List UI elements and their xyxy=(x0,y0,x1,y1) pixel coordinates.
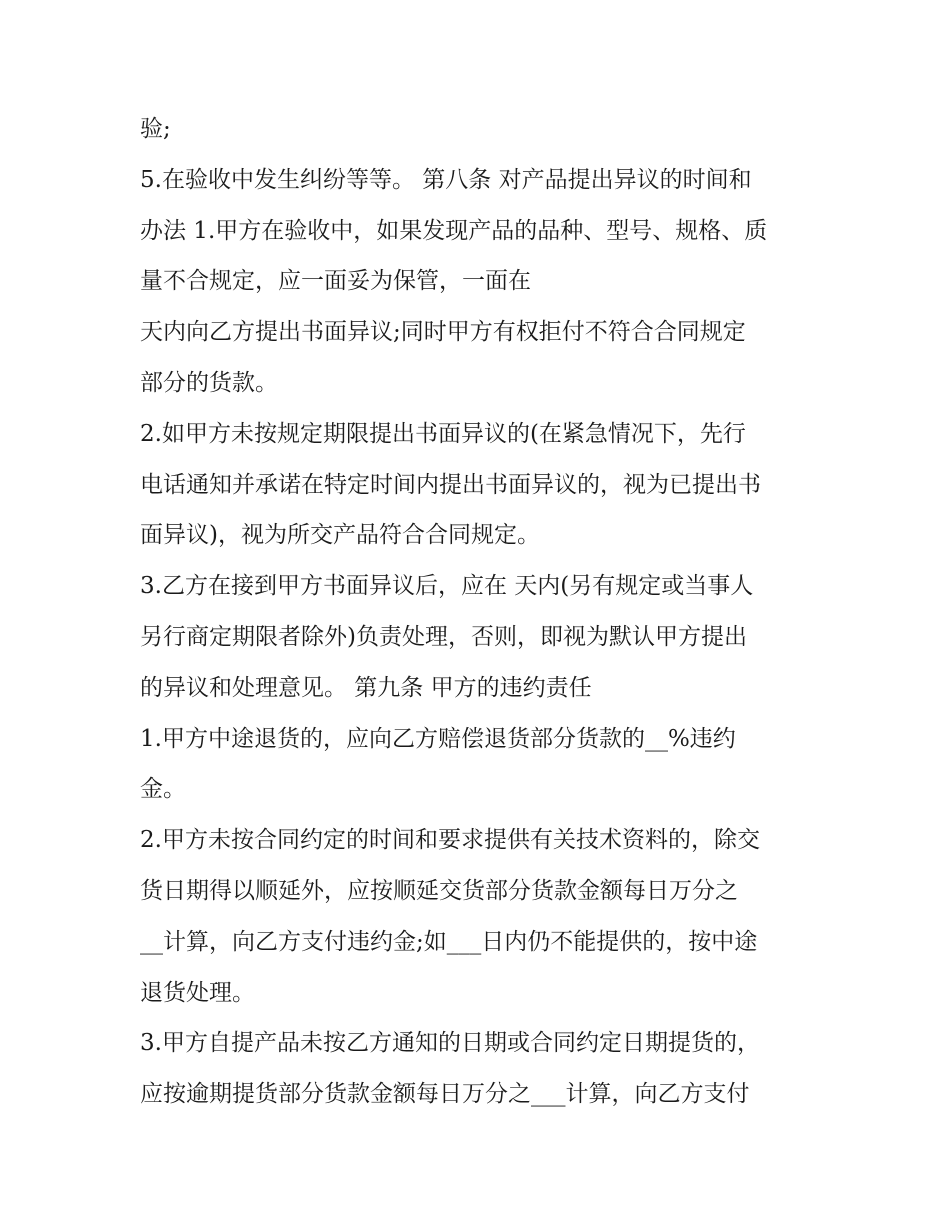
text-line: 的异议和处理意见。 第九条 甲方的违约责任 xyxy=(140,674,592,701)
text-line: 量不合规定，应一面妥为保管，一面在 xyxy=(140,268,531,295)
text-line: __计算，向乙方支付违约金;如___日内仍不能提供的，按中途 xyxy=(140,928,758,955)
text-line: 3.甲方自提产品未按乙方通知的日期或合同约定日期提货的， xyxy=(140,1030,760,1057)
text-line: 部分的货款。 xyxy=(140,369,278,396)
text-line: 3.乙方在接到甲方书面异议后，应在 天内(另有规定或当事人 xyxy=(140,573,754,600)
text-line: 货日期得以顺延外，应按顺延交货部分货款金额每日万分之 xyxy=(140,877,738,904)
text-line: 1.甲方中途退货的，应向乙方赔偿退货部分货款的__%违约 xyxy=(140,725,736,752)
contract-text-body xyxy=(140,104,820,1120)
text-line: 面异议)，视为所交产品符合合同规定。 xyxy=(140,522,540,549)
text-line: 天内向乙方提出书面异议;同时甲方有权拒付不符合合同规定 xyxy=(140,319,746,346)
text-line: 2.如甲方未按规定期限提出书面异议的(在紧急情况下，先行 xyxy=(140,420,746,447)
text-line: 验; xyxy=(140,116,171,142)
text-line: 办法 1.甲方在验收中，如果发现产品的品种、型号、规格、质 xyxy=(140,217,768,244)
text-line: 电话通知并承诺在特定时间内提出书面异议的，视为已提出书 xyxy=(140,471,761,498)
text-line: 应按逾期提货部分货款金额每日万分之___计算，向乙方支付 xyxy=(140,1081,750,1108)
text-line: 2.甲方未按合同约定的时间和要求提供有关技术资料的，除交 xyxy=(140,827,760,854)
text-line: 金。 xyxy=(140,776,186,803)
text-line: 退货处理。 xyxy=(140,979,255,1006)
text-line: 另行商定期限者除外)负责处理，否则，即视为默认甲方提出 xyxy=(140,623,747,650)
text-line: 5.在验收中发生纠纷等等。 第八条 对产品提出异议的时间和 xyxy=(140,166,752,193)
